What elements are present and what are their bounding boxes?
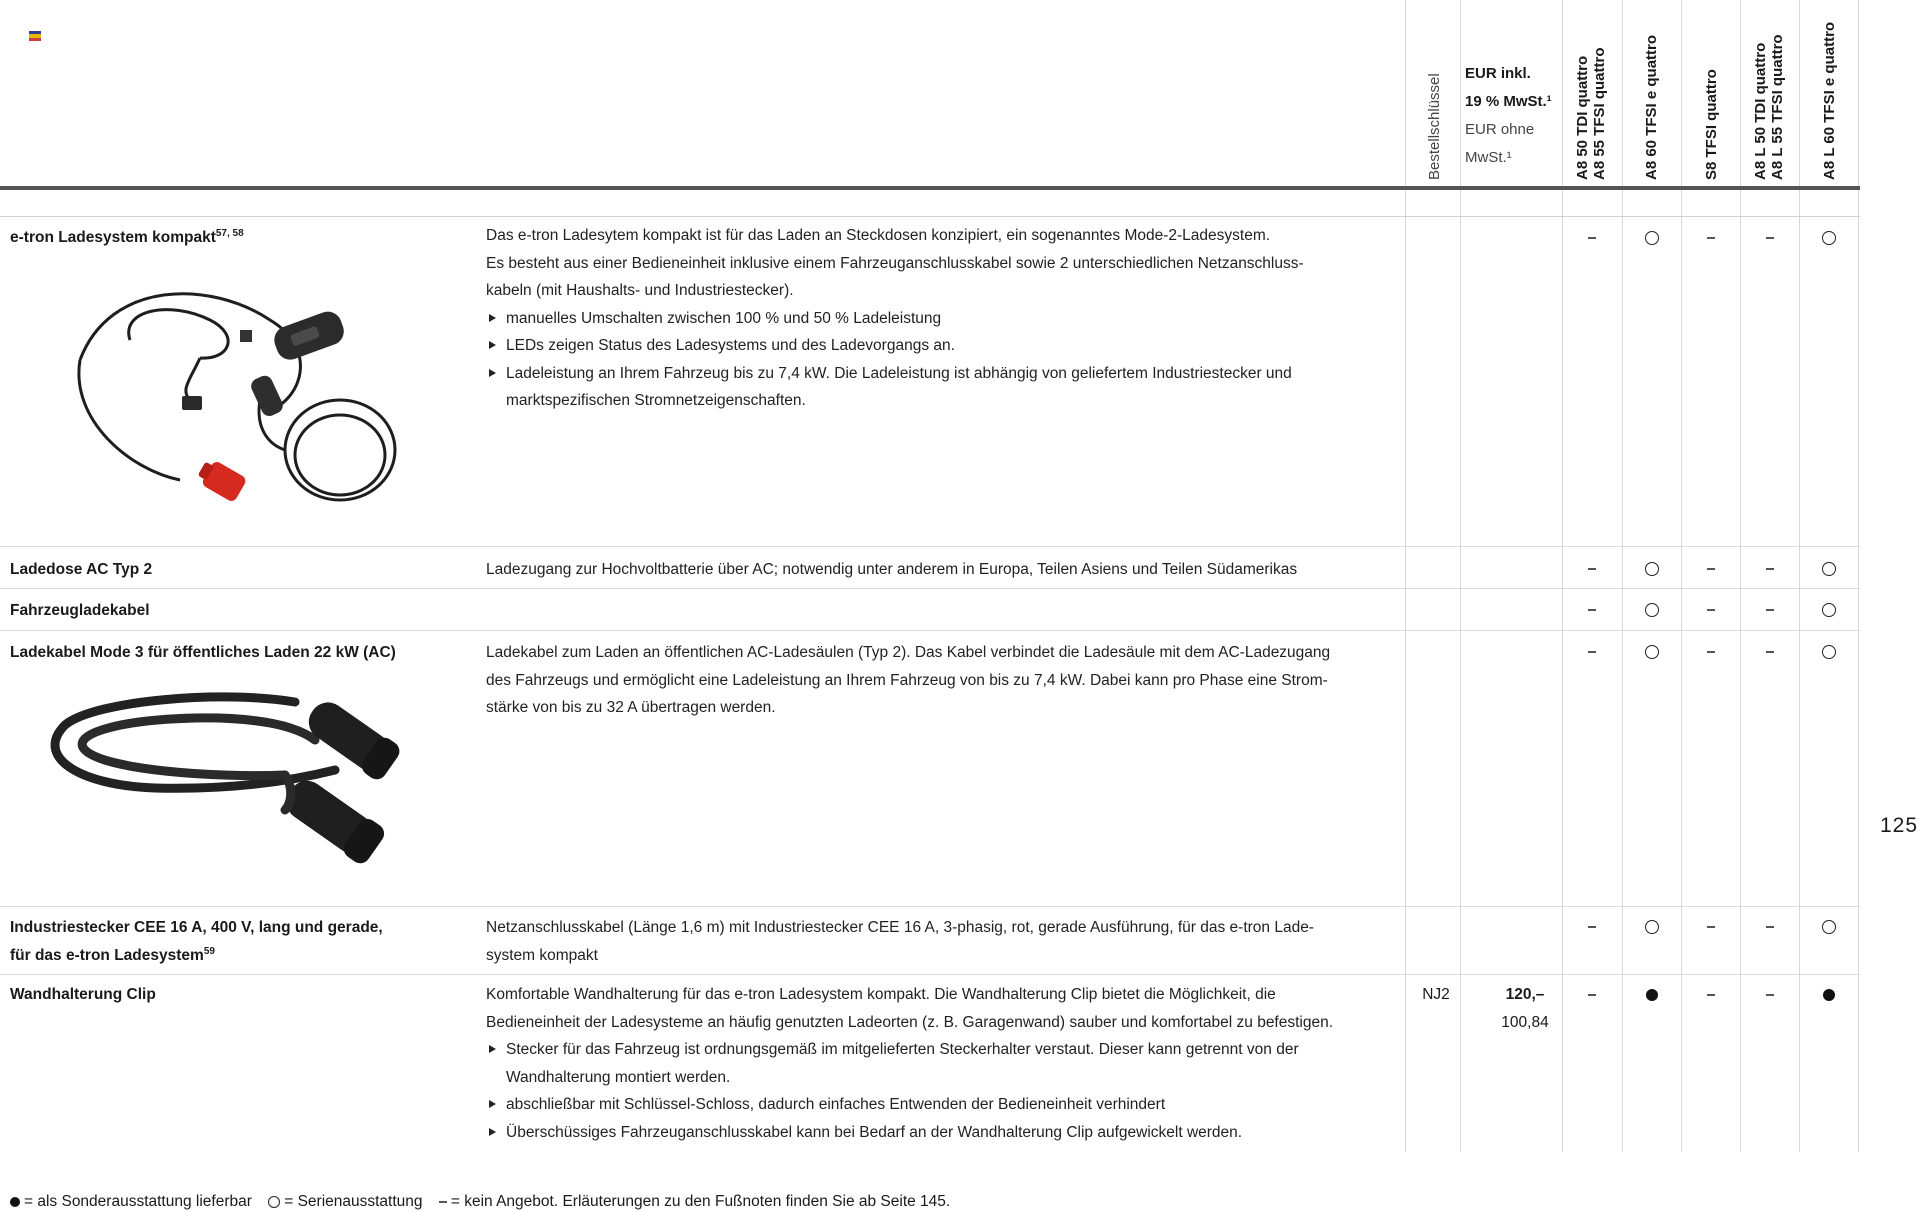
availability-dash (1691, 641, 1731, 663)
availability-dash (1691, 984, 1731, 1006)
bullet-item: abschließbar mit Schlüssel-Schloss, dadurch einfaches Entwenden der Bedieneinheit verhindert (486, 1091, 1398, 1119)
charging-cable-image (35, 680, 445, 880)
availability-dash (1691, 227, 1731, 249)
page-number: 125 (1880, 814, 1919, 837)
availability-dash (1750, 984, 1790, 1006)
standard-circle-icon (268, 1196, 280, 1208)
grid-line (1562, 0, 1563, 1152)
header-price-incl-2: 19 % MwSt.¹ (1465, 93, 1552, 110)
grid-line (1622, 0, 1623, 1152)
header-rule (0, 186, 1860, 190)
availability-dash (1691, 599, 1731, 621)
legend-standard: = Serienausstattung (284, 1193, 423, 1210)
grid-line (1681, 0, 1682, 1152)
language-flag-icon[interactable] (29, 31, 41, 41)
availability-standard (1809, 599, 1849, 621)
row-description: Netzanschlusskabel (Länge 1,6 m) mit Industriestecker CEE 16 A, 3-phasig, rot, gerade Ausführung, für das e-tron Lade- system kompakt (486, 919, 1314, 964)
availability-dash (1691, 916, 1731, 938)
header-model-3: S8 TFSI quattro (1703, 69, 1720, 180)
availability-standard (1632, 641, 1672, 663)
availability-standard (1632, 558, 1672, 580)
grid-line (1405, 0, 1406, 1152)
bullet-item: LEDs zeigen Status des Ladesystems und des Ladevorgangs an. (486, 332, 1398, 360)
grid-line (1799, 0, 1800, 1152)
row-title: Wandhalterung Clip (10, 986, 156, 1003)
availability-dash (1750, 641, 1790, 663)
row-divider (0, 906, 1860, 907)
row-title: Ladedose AC Typ 2 (10, 561, 153, 578)
optional-dot-icon (10, 1197, 20, 1207)
availability-dash (1750, 916, 1790, 938)
row-title: Ladekabel Mode 3 für öffentliches Laden 22 kW (AC) (10, 644, 396, 661)
availability-dash (1750, 558, 1790, 580)
row-description: Das e-tron Ladesytem kompakt ist für das Laden an Steckdosen konzipiert, ein sogenanntes Mode-2-Ladesystem. Es besteht aus einer Bedieneinheit inklusive einem Fahrzeuganschlusskabel sowie 2 unterschiedlichen Netzanschluss- kabeln (mit Haushalts- und Industriestecker). manuelles Umschalten zwischen 100 % und 50 % Ladeleistung LEDs zeigen Status des Ladesystems und des Ladevorgangs an. Ladeleistung an Ihrem Fahrzeug bis zu 7,4 kW. Die Ladeleistung ist abhängig von geliefertem Industriestecker und marktspezifischen Stromnetzeigenschaften. (486, 222, 1398, 415)
availability-standard (1632, 227, 1672, 249)
bullet-item: Überschüssiges Fahrzeuganschlusskabel kann bei Bedarf an der Wandhalterung Clip aufgewickelt werden. (486, 1119, 1398, 1147)
availability-standard (1632, 599, 1672, 621)
row-title: Fahrzeugladekabel (10, 602, 150, 619)
footnote-ref: 57, 58 (215, 227, 244, 239)
header-price-excl-2: MwSt.¹ (1465, 149, 1512, 166)
bullet-item: manuelles Umschalten zwischen 100 % und 50 % Ladeleistung (486, 305, 1398, 333)
row-description: Ladezugang zur Hochvoltbatterie über AC; notwendig unter anderem in Europa, Teilen Asiens und Teilen Südamerikas (486, 561, 1298, 578)
availability-dash (1572, 599, 1612, 621)
row-divider (0, 974, 1860, 975)
header-model-1a: A8 50 TDI quattro (1574, 55, 1591, 180)
row-description: Ladekabel zum Laden an öffentlichen AC-Ladesäulen (Typ 2). Das Kabel verbindet die Ladesäule mit dem AC-Ladezugang des Fahrzeugs und ermöglicht eine Ladeleistung an Ihrem Fahrzeug von bis zu 7,4 kW. Dabei kann pro Phase eine Strom- stärke von bis zu 32 A übertragen werden. (486, 644, 1331, 716)
header-price (1465, 60, 1565, 172)
header-model-1b: A8 55 TFSI quattro (1591, 47, 1608, 180)
legend-not-available: = kein Angebot. Erläuterungen zu den Fußnoten finden Sie ab Seite 145. (450, 1193, 951, 1210)
row-title: Industriestecker CEE 16 A, 400 V, lang und gerade, für das e-tron Ladesystem$^{59}$ (10, 919, 383, 964)
legend-optional: = als Sonderausstattung lieferbar (24, 1193, 252, 1210)
price-incl: 120,– (1505, 986, 1545, 1003)
availability-dash (1750, 599, 1790, 621)
header-model-4b: A8 L 55 TFSI quattro (1769, 34, 1786, 180)
bullet-item: Stecker für das Fahrzeug ist ordnungsgemäß im mitgelieferten Steckerhalter verstaut. Dieser kann getrennt von der Wandhalterung montiert werden. (486, 1036, 1398, 1091)
availability-standard (1809, 641, 1849, 663)
grid-line (1858, 0, 1859, 1152)
availability-standard (1632, 916, 1672, 938)
price-excl: 100,84 (1501, 1014, 1549, 1031)
order-code: NJ2 (1422, 986, 1450, 1003)
header-model-5: A8 L 60 TFSI e quattro (1821, 21, 1838, 180)
row-divider (0, 546, 1860, 547)
header-model-4a: A8 L 50 TDI quattro (1752, 42, 1769, 180)
header-price-excl-1: EUR ohne (1465, 121, 1535, 138)
availability-optional (1809, 984, 1849, 1006)
header-price-incl-1: EUR inkl. (1465, 65, 1531, 82)
price-cell (1490, 981, 1560, 1037)
availability-dash (1572, 984, 1612, 1006)
grid-line (1460, 0, 1461, 1152)
availability-dash (1572, 641, 1612, 663)
row-description: Komfortable Wandhalterung für das e-tron Ladesystem kompakt. Die Wandhalterung Clip bietet die Möglichkeit, die Bedieneinheit der Ladesysteme an häufig genutzten Ladeorten (z. B. Garagenwand) sauber und komfortabel zu befestigen. Stecker für das Fahrzeug ist ordnungsgemäß im mitgelieferten Steckerhalter verstaut. Dieser kann getrennt von der Wandhalterung montiert werden. abschließbar mit Schlüssel-Schloss, dadurch einfaches Entwenden der Bedieneinheit verhindert Überschüssiges Fahrzeuganschlusskabel kann bei Bedarf an der Wandhalterung Clip aufgewickelt werden. (486, 981, 1398, 1146)
footnote-ref: 59 (203, 945, 215, 957)
availability-dash (1750, 227, 1790, 249)
header-model-2: A8 60 TFSI e quattro (1643, 34, 1660, 180)
availability-standard (1809, 227, 1849, 249)
legend (10, 1192, 962, 1212)
grid-line (1740, 0, 1741, 1152)
bullet-item: Ladeleistung an Ihrem Fahrzeug bis zu 7,4 kW. Die Ladeleistung ist abhängig von geliefertem Industriestecker und marktspezifischen Stromnetzeigenschaften. (486, 360, 1398, 415)
row-divider (0, 630, 1860, 631)
availability-standard (1809, 916, 1849, 938)
availability-standard (1809, 558, 1849, 580)
availability-dash (1691, 558, 1731, 580)
header-order-key: Bestellschlüssel (1426, 73, 1443, 180)
charging-system-image (70, 270, 410, 520)
availability-dash (1572, 227, 1612, 249)
availability-optional (1632, 984, 1672, 1006)
row-title: e-tron Ladesystem kompakt$^{57, 58}$ (10, 227, 244, 246)
availability-dash (1572, 916, 1612, 938)
availability-dash (1572, 558, 1612, 580)
dash-icon (439, 1201, 447, 1203)
row-divider (0, 588, 1860, 589)
table-top-rule (0, 216, 1860, 217)
